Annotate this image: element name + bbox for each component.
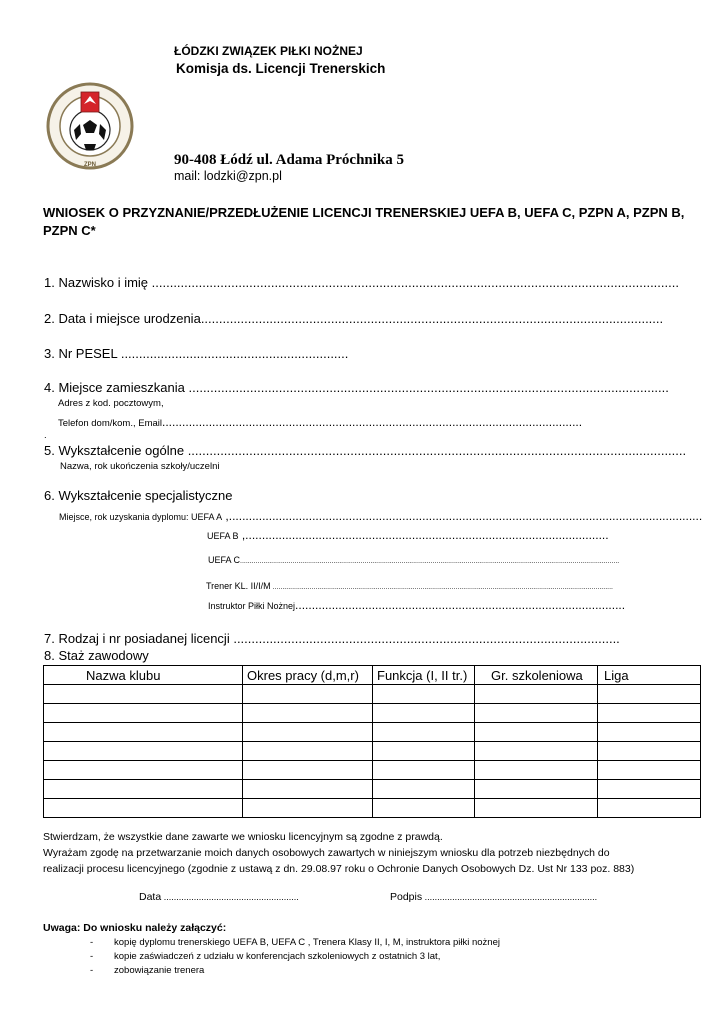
fill-line: ..................................................................................................................................... [184,380,669,395]
table-cell[interactable] [598,761,701,780]
column-header: Nazwa klubu [44,666,243,685]
field-specialist-education-label: 6. Wykształcenie specjalistyczne [44,488,233,503]
fill-line: ................................................................................................................................................................................................... [240,558,620,565]
field-label: UEFA B [207,531,239,541]
list-item [90,950,93,965]
field-label: 2. Data i miejsce urodzenia [44,311,201,326]
field-label: 7. Rodzaj i nr posiadanej licencji [44,631,230,646]
column-header: Liga [598,666,701,685]
date-label: Data [139,891,162,903]
table-cell[interactable] [243,761,373,780]
table-cell[interactable] [243,799,373,818]
table-cell[interactable] [44,685,243,704]
table-cell[interactable] [373,799,475,818]
table-cell[interactable] [373,723,475,742]
table-cell[interactable] [598,704,701,723]
fill-line: ............................................................... [117,346,349,361]
field-license[interactable] [44,631,620,646]
statement-truth: Stwierdzam, że wszystkie dane zawarte we wniosku licencyjnym są zgodne z prawdą. [43,831,443,843]
commission-name: Komisja ds. Licencji Trenerskich [176,61,386,76]
bullet: - [90,937,94,948]
table-cell[interactable] [243,780,373,799]
list-item-text: kopie zaświadczeń z udziału w konferencjach szkoleniowych z ostatnich 3 lat, [114,951,441,962]
field-residence[interactable] [44,380,669,395]
table-cell[interactable] [475,704,598,723]
fill-line: ........................................................................................................... [229,631,620,646]
column-header: Gr. szkoleniowa [475,666,598,685]
field-label: Miejsce, rok uzyskania dyplomu: UEFA A [59,512,223,522]
table-cell[interactable] [475,761,598,780]
table-row [44,723,701,742]
fill-line: .................................................................................................................................................. [148,275,679,290]
field-contact[interactable] [58,415,582,429]
table-cell[interactable] [598,685,701,704]
signature-field[interactable] [390,889,597,906]
bullet: - [90,951,94,962]
field-general-education-hint: Nazwa, rok ukończenia szkoły/uczelni [60,461,220,472]
fill-line: .............................................................................................................................. [162,415,583,429]
table-cell[interactable] [475,723,598,742]
table-cell[interactable] [243,685,373,704]
field-uefa-c[interactable] [208,555,619,565]
fill-line: ,............................................................................................................. [238,528,609,542]
table-cell[interactable] [44,742,243,761]
field-label: Instruktor Piłki Nożnej [208,601,296,611]
field-residence-hint-address: Adres z kod. pocztowym, [58,398,164,409]
column-header: Okres pracy (d,m,r) [243,666,373,685]
org-email: mail: lodzki@zpn.pl [174,169,282,183]
field-trener-kl[interactable] [206,581,613,591]
fill-line: ...................................................... [161,892,299,902]
date-field[interactable] [139,889,299,906]
table-cell[interactable] [373,742,475,761]
org-name: ŁÓDZKI ZWIĄZEK PIŁKI NOŻNEJ [174,44,363,58]
table-cell[interactable] [373,780,475,799]
table-cell[interactable] [598,780,701,799]
field-uefa-b[interactable] [207,528,609,542]
form-title: WNIOSEK O PRZYZNANIE/PRZEDŁUŻENIE LICENCJI TRENERSKIEJ UEFA B, UEFA C, PZPN A, PZPN B, PZPN C* [43,205,685,238]
table-cell[interactable] [598,799,701,818]
field-label: Telefon dom/kom., Email [58,418,163,429]
fill-line: ..................................................................... [422,892,598,902]
fill-line: ................................................................................................................................ [200,311,664,326]
field-experience-label: 8. Staż zawodowy [44,648,149,663]
svg-text:ZPN: ZPN [84,162,96,168]
table-header-row [44,666,701,685]
table-cell[interactable] [44,723,243,742]
table-cell[interactable] [373,685,475,704]
field-label: 4. Miejsce zamieszkania [44,380,185,395]
statement-consent-cont: realizacji procesu licencyjnego (zgodnie z ustawą z dn. 29.08.97 roku o Ochronie Danych Osobowych Dz. Ust Nr 133 poz. 883) [43,863,635,875]
table-cell[interactable] [373,704,475,723]
table-row [44,685,701,704]
notice-heading: Uwaga: Do wniosku należy załączyć: [43,922,227,934]
field-surname-name[interactable] [44,275,679,290]
table-row [44,761,701,780]
table-row [44,780,701,799]
table-cell[interactable] [475,685,598,704]
fill-line: ,.............................................................................................................................................. [222,509,703,523]
field-label: UEFA C [208,555,241,565]
field-label: Trener KL. II/I/M [206,581,271,591]
table-cell[interactable] [243,704,373,723]
experience-table [43,665,701,818]
field-label: 5. Wykształcenie ogólne [44,443,185,458]
column-header: Funkcja (I, II tr.) [373,666,475,685]
table-cell[interactable] [243,742,373,761]
field-label: 1. Nazwisko i imię [44,275,149,290]
table-cell[interactable] [373,761,475,780]
field-instruktor[interactable] [208,598,625,612]
fill-line: ............................................................................................................................................................................... [270,584,613,591]
field-uefa-a[interactable] [59,509,702,523]
list-item [90,936,93,951]
field-label: 3. Nr PESEL [44,346,118,361]
field-birth-date-place[interactable] [44,311,663,326]
table-cell[interactable] [475,780,598,799]
list-item-text: zobowiązanie trenera [114,965,205,976]
table-cell[interactable] [243,723,373,742]
pzpn-logo [44,78,136,170]
signature-label: Podpis [390,891,423,903]
table-row [44,799,701,818]
field-general-education[interactable] [44,443,686,458]
org-address: 90-408 Łódź ul. Adama Próchnika 5 [174,152,405,168]
table-cell[interactable] [475,742,598,761]
table-cell[interactable] [44,761,243,780]
list-item [90,964,93,979]
stray-dot: . [44,430,47,441]
table-row [44,704,701,723]
table-cell[interactable] [44,704,243,723]
list-item-text: kopię dyplomu trenerskiego UEFA B, UEFA C , Trenera Klasy II, I, M, instruktora piłki nożnej [114,937,500,948]
table-cell[interactable] [475,799,598,818]
table-cell[interactable] [598,742,701,761]
bullet: - [90,965,94,976]
table-cell[interactable] [598,723,701,742]
fill-line: .......................................................................................................................................... [184,443,687,458]
table-row [44,742,701,761]
field-pesel[interactable] [44,346,348,361]
table-cell[interactable] [44,799,243,818]
table-cell[interactable] [44,780,243,799]
statement-consent: Wyrażam zgodę na przetwarzanie moich danych osobowych zawartych w niniejszym wniosku dla potrzeb niezbędnych do [43,847,610,859]
fill-line: ................................................................................................... [295,598,626,612]
